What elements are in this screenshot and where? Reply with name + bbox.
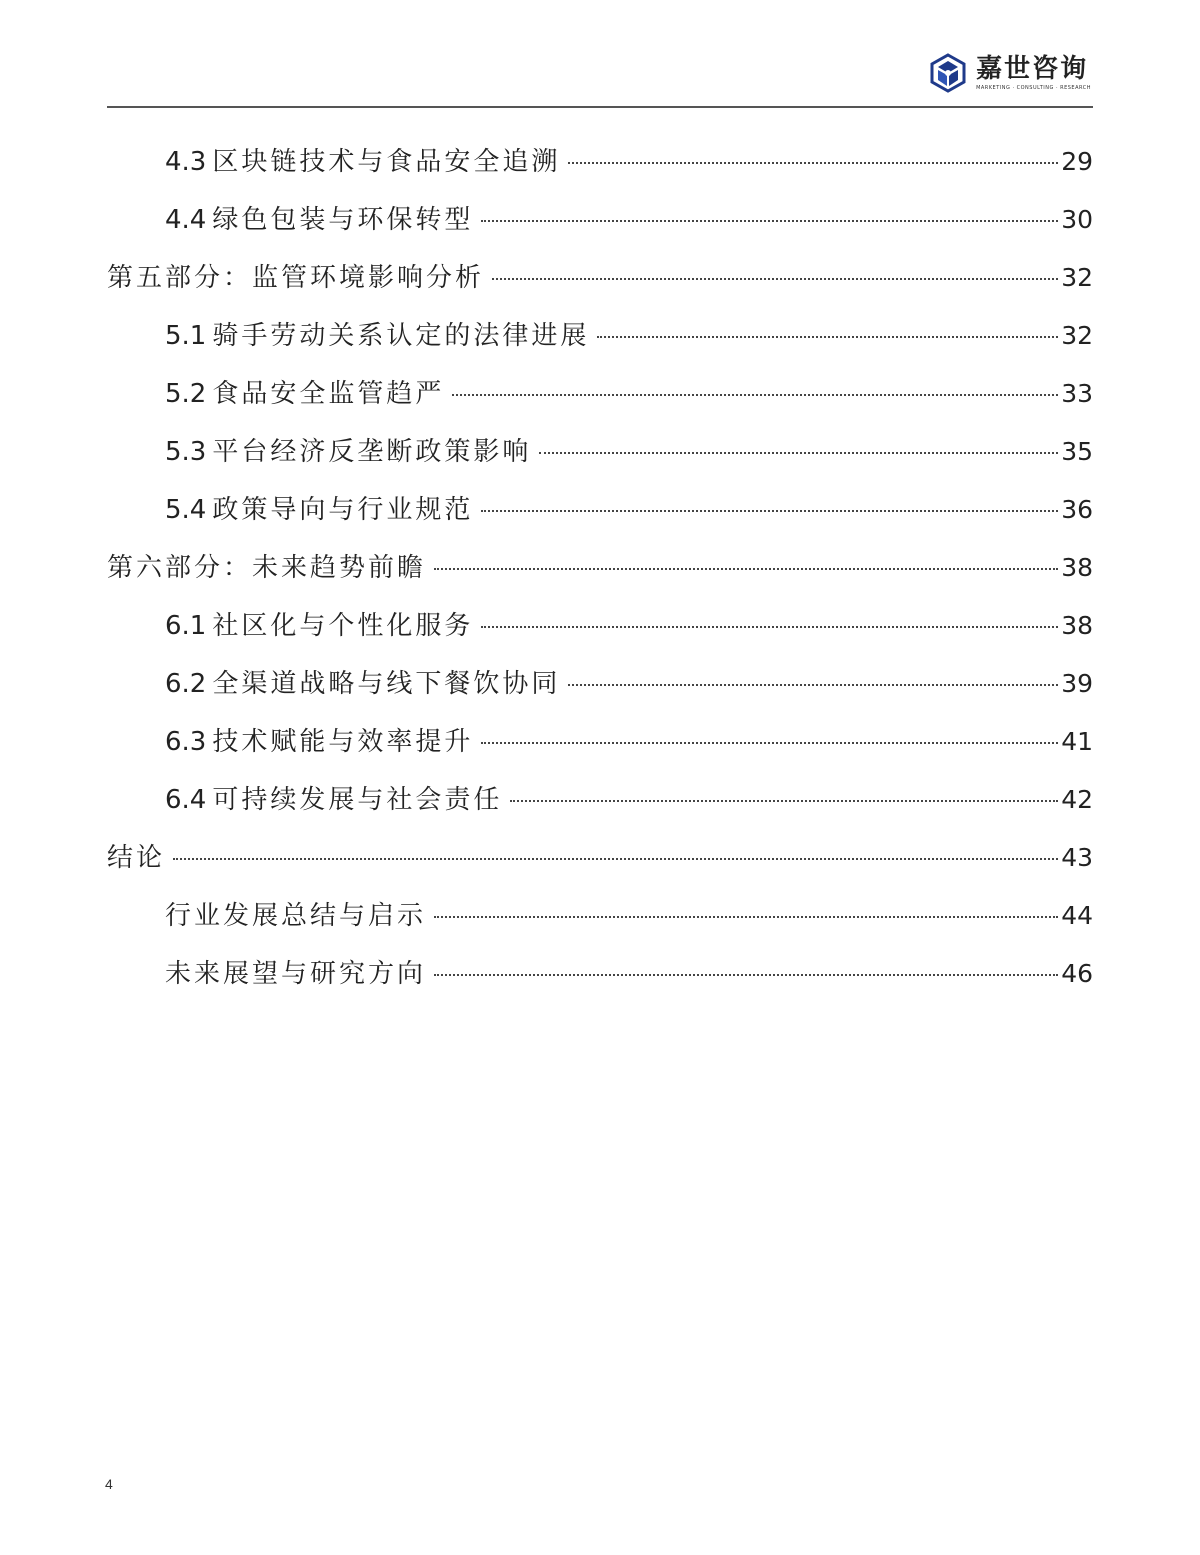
- toc-entry-number: 4.4: [165, 205, 207, 235]
- toc-entry-page: 46: [1061, 959, 1093, 988]
- toc-entry-number: 5.1: [165, 321, 207, 351]
- toc-dot-leader: [173, 858, 1058, 860]
- toc-entry[interactable]: [107, 829, 1093, 887]
- brand-tagline: MARKETING · CONSULTING · RESEARCH: [976, 85, 1091, 91]
- toc-entry-page: 44: [1061, 901, 1093, 930]
- toc-entry-text: 结论: [107, 843, 166, 873]
- toc-entry-title: [165, 133, 560, 191]
- toc-entry[interactable]: [107, 307, 1093, 365]
- toc-entry-number: 6.1: [165, 611, 207, 641]
- toc-entry-title: [165, 597, 473, 655]
- toc-entry-page: 41: [1061, 727, 1093, 756]
- toc-entry[interactable]: [107, 423, 1093, 481]
- toc-entry[interactable]: [107, 945, 1093, 1003]
- toc-dot-leader: [452, 394, 1058, 396]
- page-number: 4: [105, 1476, 113, 1492]
- toc-dot-leader: [492, 278, 1058, 280]
- brand-name: 嘉世咨询: [976, 54, 1089, 84]
- toc-dot-leader: [481, 220, 1058, 222]
- toc-entry-title: [165, 655, 560, 713]
- header-divider: [107, 106, 1093, 108]
- toc-entry[interactable]: [107, 539, 1093, 597]
- toc-entry-number: 6.4: [165, 785, 207, 815]
- toc-dot-leader: [510, 800, 1058, 802]
- toc-entry-page: 33: [1061, 379, 1093, 408]
- toc-dot-leader: [568, 162, 1058, 164]
- toc-entry[interactable]: [107, 249, 1093, 307]
- toc-entry-title: [165, 481, 473, 539]
- brand-text: [976, 55, 1091, 91]
- toc-entry-page: 42: [1061, 785, 1093, 814]
- toc-entry[interactable]: [107, 771, 1093, 829]
- toc-entry-text: 政策导向与行业规范: [212, 495, 474, 525]
- brand: [928, 53, 1091, 93]
- toc-entry-text: 食品安全监管趋严: [212, 379, 445, 409]
- toc-dot-leader: [597, 336, 1058, 338]
- page-header: [107, 40, 1093, 108]
- toc-entry-number: 5.2: [165, 379, 207, 409]
- toc-entry[interactable]: [107, 365, 1093, 423]
- toc-entry-title: [165, 945, 426, 1003]
- toc-entry[interactable]: [107, 713, 1093, 771]
- toc-entry-title: [165, 423, 531, 481]
- toc-dot-leader: [434, 916, 1058, 918]
- toc-entry-number: 6.3: [165, 727, 207, 757]
- toc-entry-title: [165, 713, 473, 771]
- toc-entry-title: [165, 887, 426, 945]
- toc-entry-text: 未来展望与研究方向: [165, 959, 427, 989]
- toc-dot-leader: [434, 974, 1058, 976]
- toc-entry-title: [107, 249, 484, 307]
- toc-entry-text: 骑手劳动关系认定的法律进展: [212, 321, 590, 351]
- toc-entry-page: 36: [1061, 495, 1093, 524]
- toc-entry-page: 38: [1061, 553, 1093, 582]
- toc-entry-title: [165, 307, 589, 365]
- toc-entry-text: 绿色包装与环保转型: [212, 205, 474, 235]
- toc-dot-leader: [434, 568, 1058, 570]
- toc-entry-title: [165, 365, 444, 423]
- toc-entry-text: 全渠道战略与线下餐饮协同: [212, 669, 561, 699]
- toc-dot-leader: [481, 742, 1058, 744]
- toc-entry-text: 社区化与个性化服务: [212, 611, 474, 641]
- toc-entry-number: 5.4: [165, 495, 207, 525]
- jiashi-logo-icon: [928, 53, 968, 93]
- toc-entry-title: [107, 539, 426, 597]
- toc-dot-leader: [568, 684, 1058, 686]
- toc-entry-page: 43: [1061, 843, 1093, 872]
- toc-entry-text: 平台经济反垄断政策影响: [212, 437, 532, 467]
- toc-dot-leader: [481, 510, 1058, 512]
- toc-dot-leader: [539, 452, 1058, 454]
- toc-entry-text: 技术赋能与效率提升: [212, 727, 474, 757]
- toc-entry[interactable]: [107, 133, 1093, 191]
- toc-entry-page: 29: [1061, 147, 1093, 176]
- toc-entry-title: [107, 829, 165, 887]
- toc-entry[interactable]: [107, 655, 1093, 713]
- toc-entry-text: 第六部分：未来趋势前瞻: [107, 553, 427, 583]
- toc-entry-page: 30: [1061, 205, 1093, 234]
- toc-entry-text: 行业发展总结与启示: [165, 901, 427, 931]
- toc-entry-number: 6.2: [165, 669, 207, 699]
- toc-entry-number: 5.3: [165, 437, 207, 467]
- toc-entry-text: 区块链技术与食品安全追溯: [212, 147, 561, 177]
- toc-entry[interactable]: [107, 597, 1093, 655]
- toc-entry[interactable]: [107, 887, 1093, 945]
- toc-entry-title: [165, 191, 473, 249]
- toc-entry-text: 可持续发展与社会责任: [212, 785, 503, 815]
- toc-entry-page: 35: [1061, 437, 1093, 466]
- toc-entry[interactable]: [107, 191, 1093, 249]
- toc-entry-page: 32: [1061, 321, 1093, 350]
- table-of-contents: [107, 133, 1093, 1003]
- toc-dot-leader: [481, 626, 1058, 628]
- toc-entry-title: [165, 771, 502, 829]
- toc-entry-page: 38: [1061, 611, 1093, 640]
- toc-entry[interactable]: [107, 481, 1093, 539]
- toc-entry-page: 39: [1061, 669, 1093, 698]
- toc-entry-number: 4.3: [165, 147, 207, 177]
- toc-entry-text: 第五部分：监管环境影响分析: [107, 263, 485, 293]
- toc-entry-page: 32: [1061, 263, 1093, 292]
